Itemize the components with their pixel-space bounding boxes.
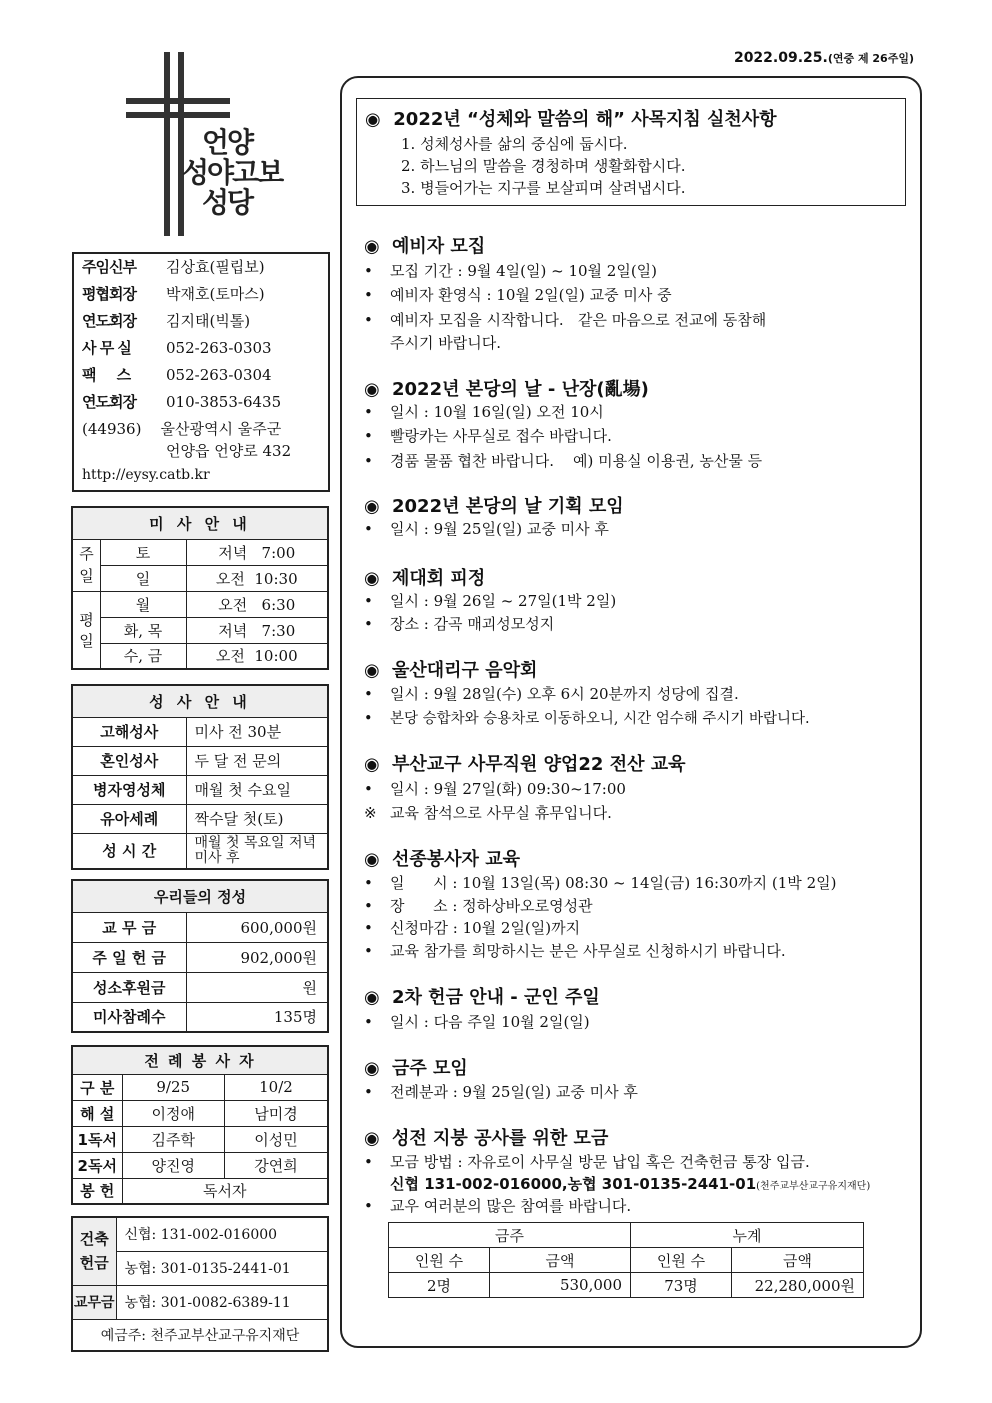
section-heading bbox=[364, 845, 520, 871]
address-line-1: 울산광역시 울주군 bbox=[160, 420, 282, 438]
section-heading bbox=[364, 750, 686, 776]
list-item bbox=[364, 401, 604, 422]
table-row bbox=[72, 1074, 328, 1100]
servers-name: 이성민 bbox=[224, 1126, 328, 1152]
servers-name: 강연희 bbox=[224, 1152, 328, 1178]
building-account-numbers: 신협 131-002-016000,농협 301-0135-2441-01 bbox=[390, 1175, 757, 1193]
list-item bbox=[364, 940, 786, 961]
list-item bbox=[364, 1081, 638, 1102]
weekday-label-text: 평일 bbox=[79, 610, 94, 650]
parish-website-link[interactable]: http://eysy.catb.kr bbox=[82, 467, 210, 483]
offering-name: 주 일 헌 금 bbox=[72, 942, 186, 972]
info-key: 주임신부 bbox=[82, 258, 136, 276]
offering-name: 교 무 금 bbox=[72, 912, 186, 942]
item-text: 신청마감 : 10월 2일(일)까지 bbox=[390, 919, 581, 937]
amount-header: 금액 bbox=[490, 1248, 631, 1273]
offering-title: 우리들의 정성 bbox=[72, 880, 328, 912]
offering-name: 미사참례수 bbox=[72, 1002, 186, 1032]
item-text: 교육 참석으로 사무실 휴무입니다. bbox=[390, 804, 612, 822]
list-item bbox=[364, 518, 609, 539]
building-fund-label-text: 건축 헌금 bbox=[79, 1230, 109, 1273]
item-text: 전례분과 : 9월 25일(일) 교중 미사 후 bbox=[390, 1083, 638, 1101]
item-text: 예비자 모집을 시작합니다. 같은 마음으로 전교에 동참해 bbox=[390, 311, 767, 329]
table-row bbox=[72, 746, 328, 775]
dot-icon: • bbox=[364, 780, 373, 798]
parish-logo bbox=[120, 52, 320, 252]
table-row bbox=[389, 1223, 864, 1248]
item-text: 일시 : 9월 28일(수) 오후 6시 20분까지 성당에 집결. bbox=[390, 685, 739, 703]
servers-name: 양진영 bbox=[122, 1152, 224, 1178]
item-text: 장 소 : 정하상바오로영성관 bbox=[390, 897, 593, 915]
item-text: 모집 기간 : 9월 4일(일) ~ 10월 2일(일) bbox=[390, 262, 658, 280]
logo-line-2: 성야고보 bbox=[182, 156, 283, 189]
bullet-icon: ◉ bbox=[364, 236, 380, 257]
mass-day: 월 bbox=[100, 591, 186, 617]
servers-label: 봉 헌 bbox=[72, 1178, 122, 1204]
item-text: 빨랑카는 사무실로 접수 바랍니다. bbox=[390, 427, 612, 445]
date-text: 2022.09.25. bbox=[733, 50, 828, 66]
mass-day: 토 bbox=[100, 539, 186, 565]
bullet-icon: ◉ bbox=[364, 1058, 380, 1079]
servers-date: 10/2 bbox=[224, 1074, 328, 1100]
list-item bbox=[364, 872, 836, 893]
info-value: 김지태(빅톨) bbox=[166, 312, 251, 330]
dot-icon: • bbox=[364, 897, 373, 915]
reference-mark-icon: ※ bbox=[364, 804, 377, 822]
section-title: 울산대리구 음악회 bbox=[392, 660, 538, 681]
bullet-icon: ◉ bbox=[364, 754, 380, 775]
dot-icon: • bbox=[364, 1197, 373, 1215]
table-row bbox=[72, 717, 328, 746]
info-row bbox=[82, 389, 281, 415]
week-header: 금주 bbox=[389, 1223, 631, 1248]
week-count: 2명 bbox=[389, 1273, 490, 1298]
section-heading bbox=[364, 232, 485, 258]
mass-time: 오전 10:00 bbox=[186, 643, 328, 669]
table-row bbox=[72, 804, 328, 833]
bullet-icon: ◉ bbox=[364, 496, 380, 517]
table-row bbox=[72, 1178, 328, 1204]
sacrament-table bbox=[71, 684, 329, 870]
note-item bbox=[364, 802, 612, 823]
sacrament-name: 유아세례 bbox=[72, 804, 186, 833]
sacrament-value: 미사 전 30분 bbox=[186, 717, 328, 746]
section-heading bbox=[364, 983, 600, 1009]
sacrament-name: 성 시 간 bbox=[72, 833, 186, 869]
building-fund-label bbox=[72, 1217, 116, 1285]
section-title: 부산교구 사무직원 양업22 전산 교육 bbox=[392, 754, 686, 775]
table-row bbox=[72, 1152, 328, 1178]
mass-day: 수, 금 bbox=[100, 643, 186, 669]
tithe-account: 농협: 301-0082-6389-11 bbox=[116, 1285, 328, 1319]
sacrament-name: 고해성사 bbox=[72, 717, 186, 746]
list-item bbox=[364, 590, 616, 611]
info-value: 박재호(토마스) bbox=[166, 285, 265, 303]
sacrament-title: 성 사 안 내 bbox=[72, 685, 328, 717]
servers-name: 남미경 bbox=[224, 1100, 328, 1126]
servers-date: 9/25 bbox=[122, 1074, 224, 1100]
list-item bbox=[364, 284, 672, 305]
liturgy-servers-table bbox=[71, 1045, 329, 1205]
table-row bbox=[72, 591, 328, 617]
dot-icon: • bbox=[364, 942, 373, 960]
section-heading bbox=[364, 564, 485, 590]
section-heading bbox=[364, 492, 624, 518]
table-row bbox=[72, 1126, 328, 1152]
table-row bbox=[72, 833, 328, 869]
info-key: 연도회장 bbox=[82, 393, 136, 411]
section-heading bbox=[364, 375, 649, 401]
list-item bbox=[364, 778, 626, 799]
pastoral-guidelines-box bbox=[356, 98, 906, 206]
dot-icon: • bbox=[364, 1153, 373, 1171]
servers-name: 이정애 bbox=[122, 1100, 224, 1126]
dot-icon: • bbox=[364, 262, 373, 280]
info-row bbox=[82, 308, 250, 334]
table-row bbox=[72, 1002, 328, 1032]
bullet-icon: ◉ bbox=[364, 987, 380, 1008]
weekday-label bbox=[72, 591, 100, 669]
dot-icon: • bbox=[364, 711, 373, 727]
building-account: 신협: 131-002-016000 bbox=[116, 1217, 328, 1251]
sunday-label-text: 주일 bbox=[79, 545, 94, 585]
dot-icon: • bbox=[364, 286, 373, 304]
logo-line-3: 성당 bbox=[202, 186, 253, 219]
bullet-icon: ◉ bbox=[364, 568, 380, 589]
item-text: 경품 물품 협찬 바랍니다. 예) 미용실 이용권, 농산물 등 bbox=[390, 452, 763, 470]
table-row bbox=[72, 539, 328, 565]
offering-value: 902,000원 bbox=[186, 942, 328, 972]
dot-icon: • bbox=[364, 403, 373, 421]
bullet-icon: ◉ bbox=[364, 849, 380, 870]
item-text: 일시 : 다음 주일 10월 2일(일) bbox=[390, 1013, 590, 1031]
cumulative-header: 누계 bbox=[631, 1223, 864, 1248]
section-title: 금주 모임 bbox=[392, 1058, 468, 1079]
dot-icon: • bbox=[364, 874, 373, 892]
servers-name: 김주학 bbox=[122, 1126, 224, 1152]
dot-icon: • bbox=[364, 919, 373, 937]
info-row bbox=[82, 335, 272, 361]
list-item-continuation: 주시기 바랍니다. bbox=[390, 334, 501, 352]
item-text: 교우 여러분의 많은 참여를 바랍니다. bbox=[390, 1197, 632, 1215]
section-title: 2차 헌금 안내 - 군인 주일 bbox=[392, 987, 600, 1008]
item-text: 교육 참가를 희망하시는 분은 사무실로 신청하시기 바랍니다. bbox=[390, 942, 786, 960]
offering-value: 원 bbox=[186, 972, 328, 1002]
cumulative-count: 73명 bbox=[631, 1273, 732, 1298]
table-row bbox=[72, 1100, 328, 1126]
list-item bbox=[364, 309, 766, 330]
table-row bbox=[72, 942, 328, 972]
section-title: 성전 지붕 공사를 위한 모금 bbox=[392, 1128, 609, 1149]
sacrament-name: 병자영성체 bbox=[72, 775, 186, 804]
list-item bbox=[364, 613, 554, 634]
dot-icon: • bbox=[364, 592, 373, 610]
info-value: 052-263-0303 bbox=[166, 339, 272, 357]
item-text: 모금 방법 : 자유로이 사무실 방문 납입 혹은 건축헌금 통장 입금. bbox=[390, 1153, 810, 1171]
list-item bbox=[364, 260, 657, 281]
offering-value: 135명 bbox=[186, 1002, 328, 1032]
table-row bbox=[72, 1319, 328, 1351]
section-heading bbox=[364, 1054, 468, 1080]
info-value: 010-3853-6435 bbox=[166, 393, 282, 411]
item-text: 본당 승합차와 승용차로 이동하오니, 시간 엄수해 주시기 바랍니다. bbox=[390, 711, 810, 727]
servers-label: 해 설 bbox=[72, 1100, 122, 1126]
section-title: 예비자 모집 bbox=[392, 236, 486, 257]
bullet-icon: ◉ bbox=[364, 660, 380, 681]
dot-icon: • bbox=[364, 452, 373, 470]
list-item bbox=[364, 895, 593, 916]
bullet-icon: ◉ bbox=[364, 379, 380, 400]
info-value: 052-263-0304 bbox=[166, 366, 272, 384]
servers-label: 1독서 bbox=[72, 1126, 122, 1152]
week-amount: 530,000 bbox=[490, 1273, 631, 1298]
table-row bbox=[72, 775, 328, 804]
sacrament-value: 두 달 전 문의 bbox=[186, 746, 328, 775]
dot-icon: • bbox=[364, 1083, 373, 1101]
info-key: 팩 스 bbox=[82, 366, 131, 384]
mass-day: 일 bbox=[100, 565, 186, 591]
item-text: 일시 : 9월 26일 ~ 27일(1박 2일) bbox=[390, 592, 617, 610]
table-row bbox=[72, 972, 328, 1002]
cumulative-amount: 22,280,000원 bbox=[732, 1273, 864, 1298]
section-title: 제대회 피정 bbox=[392, 568, 486, 589]
info-row bbox=[82, 362, 272, 388]
pastoral-title bbox=[365, 105, 777, 131]
list-item bbox=[364, 1151, 810, 1172]
sacrament-name: 혼인성사 bbox=[72, 746, 186, 775]
list-item bbox=[364, 1011, 590, 1032]
info-key: 사 무 실 bbox=[82, 339, 131, 357]
servers-label: 구 분 bbox=[72, 1074, 122, 1100]
mass-time: 저녁 7:00 bbox=[186, 539, 328, 565]
pastoral-title-text: 2022년 “성체와 말씀의 해” 사목지침 실천사항 bbox=[393, 109, 777, 130]
info-key: 연도회장 bbox=[82, 312, 136, 330]
table-row bbox=[72, 912, 328, 942]
mass-time: 저녁 7:30 bbox=[186, 617, 328, 643]
mass-time: 오전 6:30 bbox=[186, 591, 328, 617]
section-heading bbox=[364, 1124, 608, 1150]
amount-header: 금액 bbox=[732, 1248, 864, 1273]
mass-time: 오전 10:30 bbox=[186, 565, 328, 591]
bullet-icon: ◉ bbox=[364, 1128, 380, 1149]
table-row bbox=[72, 617, 328, 643]
item-text: 일시 : 9월 25일(일) 교중 미사 후 bbox=[390, 520, 609, 538]
mass-schedule-table bbox=[71, 506, 329, 670]
section-title: 2022년 본당의 날 기획 모임 bbox=[392, 496, 624, 517]
dot-icon: • bbox=[364, 311, 373, 329]
list-item bbox=[364, 707, 810, 728]
account-holder: 예금주: 천주교부산교구유지재단 bbox=[72, 1319, 328, 1351]
fundraising-totals-table bbox=[388, 1222, 864, 1298]
item-text: 일시 : 9월 27일(화) 09:30~17:00 bbox=[390, 780, 626, 798]
sacrament-value: 매월 첫 수요일 bbox=[186, 775, 328, 804]
list-item bbox=[364, 450, 762, 471]
sacrament-value: 매월 첫 목요일 저녁미사 후 bbox=[186, 833, 328, 869]
parish-info-box bbox=[72, 252, 330, 492]
sunday-label bbox=[72, 539, 100, 591]
pastoral-item: 3. 병들어가는 지구를 보살피며 살려냅시다. bbox=[401, 179, 686, 197]
info-value: 김상효(필립보) bbox=[166, 258, 265, 276]
account-holder-note: (천주교부산교구유지재단) bbox=[756, 1181, 871, 1192]
table-row bbox=[72, 1217, 328, 1251]
mass-title: 미 사 안 내 bbox=[72, 507, 328, 539]
parish-address bbox=[82, 418, 291, 462]
servers-label: 2독서 bbox=[72, 1152, 122, 1178]
dot-icon: • bbox=[364, 520, 373, 538]
sacrament-value: 짝수달 첫(토) bbox=[186, 804, 328, 833]
info-key: 평협회장 bbox=[82, 285, 136, 303]
liturgical-week: (연중 제 26주일) bbox=[827, 52, 914, 65]
mass-day: 화, 목 bbox=[100, 617, 186, 643]
table-row bbox=[389, 1273, 864, 1298]
address-line-2: 언양읍 언양로 432 bbox=[166, 442, 292, 460]
dot-icon: • bbox=[364, 1013, 373, 1031]
servers-title: 전 례 봉 사 자 bbox=[72, 1046, 328, 1074]
table-row bbox=[72, 1285, 328, 1319]
list-item bbox=[364, 683, 739, 704]
list-item bbox=[364, 425, 612, 446]
dot-icon: • bbox=[364, 615, 373, 633]
info-row bbox=[82, 281, 265, 307]
item-text: 장소 : 감곡 매괴성모성지 bbox=[390, 615, 555, 633]
table-row bbox=[72, 643, 328, 669]
servers-offer: 독서자 bbox=[122, 1178, 328, 1204]
pastoral-item: 1. 성체성사를 삶의 중심에 둡시다. bbox=[401, 135, 628, 153]
item-text: 일시 : 10월 16일(일) 오전 10시 bbox=[390, 403, 604, 421]
pastoral-item: 2. 하느님의 말씀을 경청하며 생활화합시다. bbox=[401, 157, 686, 175]
table-row bbox=[72, 565, 328, 591]
dot-icon: • bbox=[364, 427, 373, 445]
logo-line-1: 언양 bbox=[202, 126, 253, 159]
bulletin-date bbox=[700, 50, 914, 66]
account-line bbox=[390, 1173, 870, 1194]
section-title: 선종봉사자 교육 bbox=[392, 849, 520, 870]
info-row bbox=[82, 254, 265, 280]
offering-name: 성소후원금 bbox=[72, 972, 186, 1002]
item-text: 일 시 : 10월 13일(목) 08:30 ~ 14일(금) 16:30까지 (1박 2일) bbox=[390, 874, 837, 892]
count-header: 인원 수 bbox=[389, 1248, 490, 1273]
bank-accounts-table bbox=[71, 1216, 329, 1352]
list-item bbox=[364, 917, 580, 938]
list-item bbox=[364, 1195, 631, 1216]
building-account: 농협: 301-0135-2441-01 bbox=[116, 1251, 328, 1285]
postal-code: (44936) bbox=[82, 420, 142, 438]
table-row bbox=[389, 1248, 864, 1273]
offering-table bbox=[71, 879, 329, 1033]
section-heading bbox=[364, 656, 537, 682]
section-title: 2022년 본당의 날 - 난장(亂場) bbox=[392, 379, 649, 400]
dot-icon: • bbox=[364, 685, 373, 703]
count-header: 인원 수 bbox=[631, 1248, 732, 1273]
bullet-icon: ◉ bbox=[365, 109, 381, 130]
offering-value: 600,000원 bbox=[186, 912, 328, 942]
tithe-label: 교무금 bbox=[72, 1285, 116, 1319]
item-text: 예비자 환영식 : 10월 2일(일) 교중 미사 중 bbox=[390, 286, 672, 304]
